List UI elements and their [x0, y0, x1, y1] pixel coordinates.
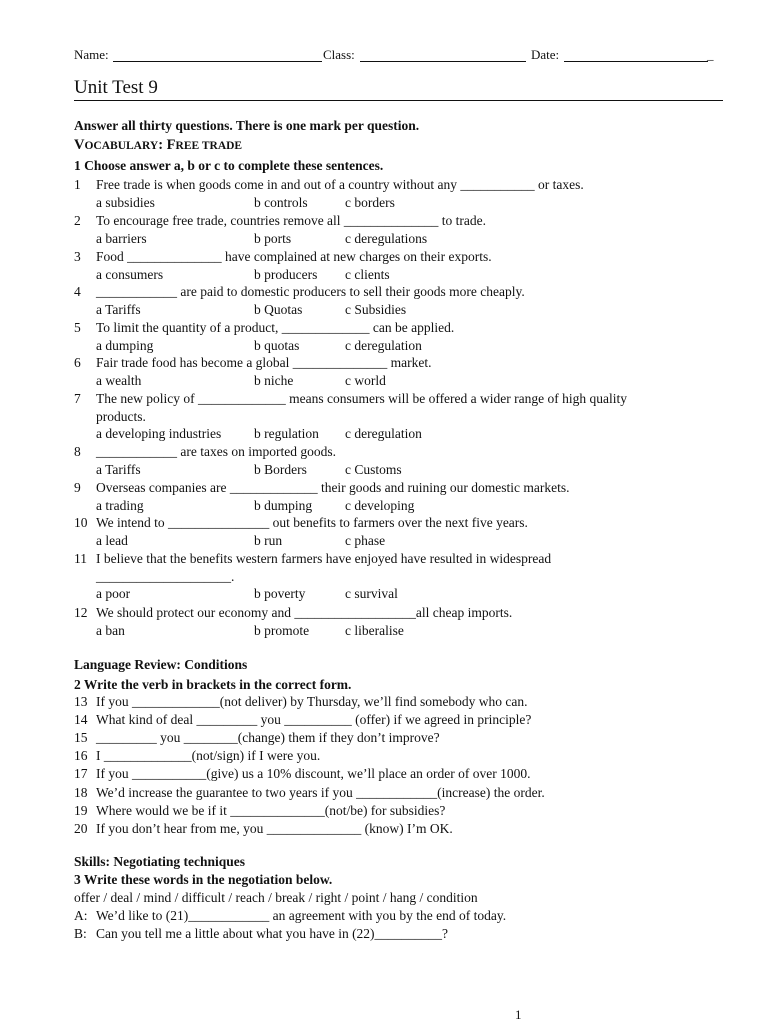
answer-option-b[interactable]: b poverty [254, 586, 306, 602]
word-bank: offer / deal / mind / difficult / reach / break / right / point / hang / condition [74, 890, 478, 905]
answer-option-a[interactable]: a Tariffs [96, 301, 141, 317]
question-number: 10 [74, 515, 88, 530]
answer-option-b[interactable]: b Quotas [254, 301, 303, 317]
question-text: Food ______________ have complained at new charges on their exports. [96, 249, 492, 264]
question-number: 14 [74, 712, 88, 728]
skills-heading: Skills: Negotiating techniques [74, 854, 246, 869]
question-number: 7 [74, 391, 81, 406]
answer-option-a[interactable]: a consumers [96, 266, 164, 282]
name-label: Name: [74, 47, 109, 62]
question-text: Fair trade food has become a global ______________ market. [96, 355, 432, 370]
section3-heading: 3 Write these words in the negotiation below. [74, 872, 333, 887]
speaker-label: A: [74, 908, 88, 923]
question-text: Where would we be if it ______________(not/be) for subsidies? [96, 802, 446, 818]
question-text: Free trade is when goods come in and out of a country without any ___________ or taxes. [96, 177, 584, 192]
vocabulary-heading: VOCABULARY: FREE TRADE [74, 137, 243, 153]
question-text: We’d increase the guarantee to two years if you ____________(increase) the order. [96, 784, 545, 800]
section1-heading: 1 Choose answer a, b or c to complete these sentences. [74, 158, 384, 173]
page-number: 1 [515, 1007, 522, 1022]
class-label: Class: [323, 47, 355, 62]
question-text: ____________ are taxes on imported goods. [96, 444, 336, 459]
class-field[interactable] [360, 61, 526, 62]
question-text: Overseas companies are _____________ their goods and ruining our domestic markets. [96, 480, 570, 495]
answer-option-b[interactable]: b Borders [254, 461, 307, 477]
question-text: What kind of deal _________ you __________ (offer) if we agreed in principle? [96, 712, 532, 728]
question-text: We intend to _______________ out benefits to farmers over the next five years. [96, 515, 528, 530]
question-number: 19 [74, 802, 88, 818]
question-number: 1 [74, 177, 81, 192]
answer-option-a[interactable]: a lead [96, 532, 128, 548]
question-number: 11 [74, 551, 87, 566]
question-number: 9 [74, 480, 81, 495]
question-text: If you ___________(give) us a 10% discount, we’ll place an order of over 1000. [96, 766, 531, 782]
question-number: 6 [74, 355, 81, 370]
answer-option-a[interactable]: a wealth [96, 372, 142, 388]
question-number: 20 [74, 820, 88, 836]
answer-option-c[interactable]: c liberalise [345, 622, 404, 638]
question-text: We should protect our economy and __________________all cheap imports. [96, 605, 513, 620]
question-text: If you don’t hear from me, you ______________ (know) I’m OK. [96, 820, 453, 836]
question-number: 2 [74, 213, 81, 228]
instructions: Answer all thirty questions. There is one mark per question. [74, 118, 420, 133]
question-text: To limit the quantity of a product, _____________ can be applied. [96, 320, 455, 335]
answer-option-c[interactable]: c deregulation [345, 337, 422, 353]
question-text: I believe that the benefits western farmers have enjoyed have resulted in widespread [96, 551, 552, 566]
question-text: ____________ are paid to domestic producers to sell their goods more cheaply. [96, 284, 525, 299]
answer-option-a[interactable]: a ban [96, 622, 125, 638]
answer-option-a[interactable]: a subsidies [96, 194, 155, 210]
question-number: 18 [74, 784, 88, 800]
question-number: 15 [74, 730, 88, 746]
answer-option-c[interactable]: c deregulation [345, 426, 422, 442]
answer-option-b[interactable]: b promote [254, 622, 310, 638]
answer-option-c[interactable]: c world [345, 372, 386, 388]
question-number: 4 [74, 284, 81, 299]
dialogue-line: We’d like to (21)____________ an agreement with you by the end of today. [96, 908, 507, 923]
date-trail: _ [707, 47, 714, 62]
answer-option-a[interactable]: a trading [96, 497, 144, 513]
answer-option-c[interactable]: c borders [345, 194, 395, 210]
answer-option-a[interactable]: a poor [96, 586, 131, 602]
answer-option-b[interactable]: b regulation [254, 426, 319, 442]
answer-option-c[interactable]: c developing [345, 497, 415, 513]
answer-option-c[interactable]: c phase [345, 532, 386, 548]
language-review-heading: Language Review: Conditions [74, 657, 248, 672]
answer-option-a[interactable]: a developing industries [96, 426, 222, 442]
answer-option-c[interactable]: c deregulations [345, 230, 428, 246]
question-number: 17 [74, 766, 88, 782]
answer-option-a[interactable]: a dumping [96, 337, 154, 353]
answer-option-a[interactable]: a Tariffs [96, 461, 141, 477]
question-number: 8 [74, 444, 81, 459]
question-text: I _____________(not/sign) if I were you. [96, 748, 321, 764]
section2-heading: 2 Write the verb in brackets in the correct form. [74, 677, 352, 692]
answer-option-c[interactable]: c Subsidies [345, 301, 407, 317]
title-divider [74, 100, 723, 101]
answer-option-b[interactable]: b niche [254, 372, 294, 388]
question-number: 3 [74, 249, 81, 264]
question-text: The new policy of _____________ means consumers will be offered a wider range of high quality [96, 391, 627, 406]
question-text: _________ you ________(change) them if they don’t improve? [96, 730, 440, 746]
answer-option-b[interactable]: b dumping [254, 497, 313, 513]
answer-option-b[interactable]: b controls [254, 194, 308, 210]
answer-option-c[interactable]: c clients [345, 266, 390, 282]
question-text: ____________________. [96, 568, 235, 584]
name-field[interactable] [113, 61, 322, 62]
page-title: Unit Test 9 [74, 77, 158, 98]
question-text: To encourage free trade, countries remove all ______________ to trade. [96, 213, 487, 228]
question-number: 16 [74, 748, 88, 764]
speaker-label: B: [74, 926, 87, 941]
answer-option-b[interactable]: b quotas [254, 337, 300, 353]
question-number: 13 [74, 694, 88, 709]
date-label: Date: [531, 47, 560, 62]
question-number: 5 [74, 320, 81, 335]
answer-option-a[interactable]: a barriers [96, 230, 147, 246]
answer-option-b[interactable]: b producers [254, 266, 318, 282]
answer-option-b[interactable]: b ports [254, 230, 292, 246]
date-field[interactable] [564, 61, 708, 62]
answer-option-b[interactable]: b run [254, 532, 283, 548]
question-text: products. [96, 408, 146, 424]
question-number: 12 [74, 605, 88, 620]
answer-option-c[interactable]: c Customs [345, 461, 402, 477]
question-text: If you _____________(not deliver) by Thursday, we’ll find somebody who can. [96, 694, 528, 709]
answer-option-c[interactable]: c survival [345, 586, 398, 602]
dialogue-line: Can you tell me a little about what you have in (22)__________? [96, 926, 449, 941]
